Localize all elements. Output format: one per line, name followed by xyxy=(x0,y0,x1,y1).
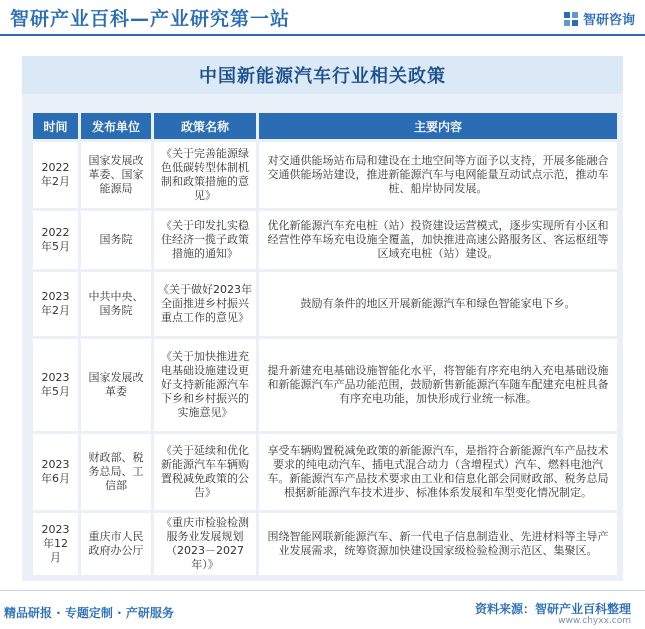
brand-logo-icon xyxy=(563,11,579,27)
site-title: 智研产业百科—产业研究第一站 xyxy=(10,8,291,30)
table-row xyxy=(33,339,617,431)
column-header-content: 主要内容 xyxy=(259,113,617,139)
table-row xyxy=(33,142,617,208)
cell-publisher: 重庆市人民政府办公厅 xyxy=(81,513,151,575)
table-row xyxy=(33,513,617,575)
cell-policy: 《关于做好2023年全面推进乡村振兴重点工作的意见》 xyxy=(154,272,256,336)
brand-logo[interactable] xyxy=(563,9,635,28)
cell-policy: 《关于印发扎实稳住经济一揽子政策措施的通知》 xyxy=(154,211,256,269)
column-header-publisher: 发布单位 xyxy=(81,113,151,139)
cell-time: 2023 年5月 xyxy=(33,339,78,431)
cell-time: 2023 年2月 xyxy=(33,272,78,336)
cell-content: 优化新能源汽车充电桩（站）投资建设运营模式，逐步实现所有小区和经营性停车场充电设施全覆盖，加快推进高速公路服务区、客运枢纽等区域充电桩（站）建设。 xyxy=(259,211,617,269)
cell-policy: 《重庆市检验检测服务业发展规划（2023－2027年）》 xyxy=(154,513,256,575)
cell-content: 鼓励有条件的地区开展新能源汽车和绿色智能家电下乡。 xyxy=(259,272,617,336)
cell-publisher: 中共中央、国务院 xyxy=(81,272,151,336)
brand-logo-text: 智研咨询 xyxy=(582,13,635,28)
cell-policy: 《关于加快推进充电基础设施建设更好支持新能源汽车下乡和乡村振兴的实施意见》 xyxy=(154,339,256,431)
column-header-policy: 政策名称 xyxy=(154,113,256,139)
cell-policy: 《关于完善能源绿色低碳转型体制机制和政策措施的意见》 xyxy=(154,142,256,208)
cell-content: 围绕智能网联新能源汽车、新一代电子信息制造业、先进材料等主导产业发展需求，统筹资源加快建设国家级检验检测示范区、集聚区。 xyxy=(259,513,617,575)
footer-divider xyxy=(0,590,645,591)
document-title: 中国新能源汽车行业相关政策 xyxy=(199,66,446,87)
footer-services: 精品研报 · 专题定制 · 产研服务 xyxy=(4,606,174,620)
cell-content: 对交通供能场站布局和建设在土地空间等方面予以支持，开展多能融合交通供能场站建设，推进新能源汽车与电网能量互动试点示范，推动车桩、船岸协同发展。 xyxy=(259,142,617,208)
cell-publisher: 国务院 xyxy=(81,211,151,269)
column-header-time: 时间 xyxy=(33,113,78,139)
header-divider xyxy=(0,34,645,36)
footer-url[interactable]: www.chyxx.com xyxy=(558,616,631,626)
table-row xyxy=(33,272,617,336)
top-bar xyxy=(0,0,645,34)
cell-content: 提升新建充电基础设施智能化水平，将智能有序充电纳入充电基础设施和新能源汽车产品功能范围，鼓励新售新能源汽车随车配建充电桩具备有序充电功能，加快形成行业统一标准。 xyxy=(259,339,617,431)
cell-time: 2023 年6月 xyxy=(33,434,78,510)
cell-publisher: 国家发展改革委、国家能源局 xyxy=(81,142,151,208)
footer-source: 资料来源：智研产业百科整理 xyxy=(474,602,631,616)
cell-policy: 《关于延续和优化新能源汽车车辆购置税减免政策的公告》 xyxy=(154,434,256,510)
cell-publisher: 财政部、税务总局、工信部 xyxy=(81,434,151,510)
cell-time: 2023 年12 月 xyxy=(33,513,78,575)
cell-time: 2022 年2月 xyxy=(33,142,78,208)
cell-content: 享受车辆购置税减免政策的新能源汽车，是指符合新能源汽车产品技术要求的纯电动汽车、插电式混合动力（含增程式）汽车、燃料电池汽车。新能源汽车产品技术要求由工业和信息化部会同财政部、税务总局根据新能源汽车技术进步、标准体系发展和车型变化情况制定。 xyxy=(259,434,617,510)
table-header-row xyxy=(33,113,617,139)
policy-table xyxy=(30,110,620,578)
table-row xyxy=(33,434,617,510)
title-band xyxy=(22,56,623,94)
table-row xyxy=(33,211,617,269)
cell-time: 2022 年5月 xyxy=(33,211,78,269)
cell-publisher: 国家发展改革委 xyxy=(81,339,151,431)
